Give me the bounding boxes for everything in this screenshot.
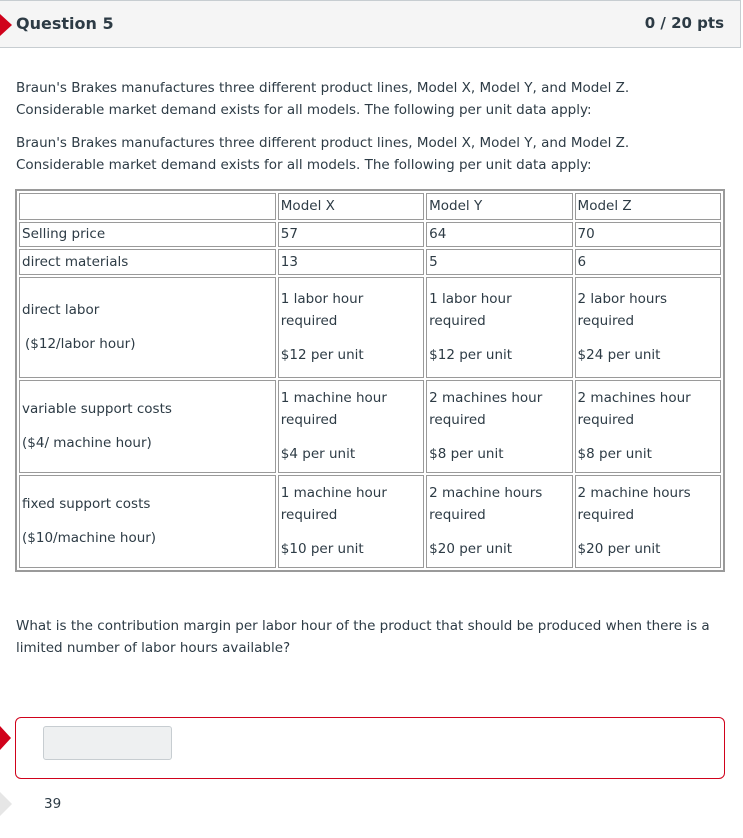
- table-header-model-x: Model X: [278, 193, 424, 220]
- wrong-answer-flag-icon: [0, 726, 11, 750]
- row-label-line-1: fixed support costs: [22, 496, 151, 513]
- incorrect-flag-icon: [0, 14, 12, 36]
- table-row-direct-materials: [19, 249, 721, 275]
- cell-line-1: 1 machine hour required: [280, 485, 387, 524]
- correct-answer-value: 39: [44, 796, 62, 812]
- cell-line-2: $8 per unit: [577, 446, 652, 463]
- row-label: [19, 475, 276, 568]
- table-header-model-z: Model Z: [575, 193, 721, 220]
- cell-line-1: 2 labor hours required: [577, 291, 668, 330]
- question-intro-1: Braun's Brakes manufactures three different product lines, Model X, Model Y, and Model Z. Considerable market demand exists for all models. The following per unit data apply:: [16, 80, 630, 118]
- cell-model-x: 13: [278, 249, 424, 275]
- cell-line-2: $12 per unit: [280, 347, 364, 364]
- correct-answer-flag-icon: [0, 792, 12, 816]
- cell-model-x: 57: [278, 222, 424, 248]
- cell-line-2: $8 per unit: [429, 446, 504, 463]
- question-points: 0 / 20 pts: [644, 14, 724, 32]
- table-row-variable-support: [19, 380, 721, 473]
- cell-line-2: $20 per unit: [577, 541, 661, 558]
- cell-model-z: 6: [575, 249, 721, 275]
- cell-line-1: 1 labor hour required: [429, 291, 512, 330]
- cell-line-1: 2 machine hours required: [577, 485, 691, 524]
- cell-line-2: $12 per unit: [429, 347, 513, 364]
- cell-model-y: [426, 475, 572, 568]
- row-label: [19, 277, 276, 378]
- cell-model-z: [575, 277, 721, 378]
- table-row-selling-price: [19, 222, 721, 248]
- row-label: Selling price: [19, 222, 276, 248]
- cell-line-1: 2 machines hour required: [429, 390, 543, 429]
- cell-line-2: $10 per unit: [280, 541, 364, 558]
- cell-line-1: 1 labor hour required: [280, 291, 364, 330]
- cell-model-z: 70: [575, 222, 721, 248]
- row-label-line-1: direct labor: [22, 302, 100, 319]
- table-header-empty: [19, 193, 276, 220]
- answer-input[interactable]: [43, 726, 172, 760]
- cell-model-y: 64: [426, 222, 572, 248]
- table-row-direct-labor: [19, 277, 721, 378]
- cell-model-y: [426, 380, 572, 473]
- cell-model-x: [278, 277, 424, 378]
- cell-model-y: 5: [426, 249, 572, 275]
- question-title: Question 5: [16, 14, 114, 33]
- cell-line-1: 2 machine hours required: [429, 485, 543, 524]
- row-label-line-2: ($4/ machine hour): [22, 435, 152, 452]
- cell-model-y: [426, 277, 572, 378]
- row-label: [19, 380, 276, 473]
- question-header: [0, 0, 741, 48]
- cell-model-z: [575, 380, 721, 473]
- table-header-row: [19, 193, 721, 220]
- cell-line-2: $24 per unit: [577, 347, 661, 364]
- cell-line-2: $20 per unit: [429, 541, 513, 558]
- cell-line-2: $4 per unit: [280, 446, 356, 463]
- row-label-line-1: variable support costs: [22, 401, 172, 418]
- cell-model-x: [278, 380, 424, 473]
- cell-model-x: [278, 475, 424, 568]
- table-header-model-y: Model Y: [426, 193, 572, 220]
- row-label-line-2: ($10/machine hour): [22, 530, 157, 547]
- row-label: direct materials: [19, 249, 276, 275]
- per-unit-data-table: [15, 189, 725, 572]
- cell-model-z: [575, 475, 721, 568]
- table-row-fixed-support: [19, 475, 721, 568]
- cell-line-1: 2 machines hour required: [577, 390, 691, 429]
- question-intro-2: Braun's Brakes manufactures three different product lines, Model X, Model Y, and Model Z. Considerable market demand exists for all models. The following per unit data apply:: [16, 135, 630, 173]
- cell-line-1: 1 machine hour required: [280, 390, 387, 429]
- row-label-line-2: ($12/labor hour): [25, 336, 136, 353]
- question-prompt: What is the contribution margin per labor hour of the product that should be produced when there is a limited number of labor hours available?: [16, 618, 710, 656]
